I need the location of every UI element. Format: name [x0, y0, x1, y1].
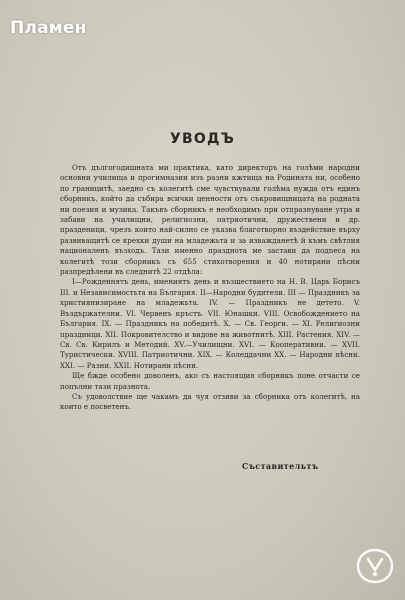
document-body — [60, 163, 360, 413]
signature: Съставительтъ — [242, 461, 319, 471]
page-title: УВОДЪ — [170, 131, 235, 147]
paragraph-intro: Отъ дългогодишната ми практика, като директоръ на голѣми народни основни училища и прогимназии изъ разни кжтища на Родината ни, особено по границитѣ, заедно съ колегитѣ сме чувствували голѣма нужда отъ единъ сборникъ, който да събира всички ценности отъ съкровищницата на родната ни поезия и музика. Такъвъ сборникъ е необходимъ при отпразнуване утра и забави на училищни, религиозни, патриотични, дружествени и др. празденици, чрезъ които най-силно се указва благотворно въздействие върху развиващитѣ се крехки души на младежьта и за изважданетѣ й къмъ свѣтлия националенъ възходъ. Тази именно празднота ме застави да подneса на колегитѣ този сборникъ съ 655 стихотворения и 40 нотирани пѣсни разпредѣлени въ следнитѣ 22 отдѣла: — [60, 163, 360, 277]
bazar-logo-icon — [354, 546, 396, 590]
seller-watermark: Пламен — [10, 18, 87, 38]
paragraph-hope: Ще бжде особено доволенъ, ако съ настоящия сборникъ поне отчасти се попълни тази празнота. — [60, 371, 360, 391]
paragraph-sections: I—Рожденнятъ день, имениятъ день и възшествието на Н. В. Царь Борисъ III. и Независимостьта на България. II—Народни будители. III — Праздникъ за християнизиране на младежьта. IV. — Праздникъ не детето. V. Въздържателни. VI. Червенъ кръстъ. VII. Юнашки. VIII. Освобождението на България. IX. — Праздникъ на победитѣ. X. — Св. Георги. — XI. Религиозни праздници. XII. Покровителство и видове на животнитѣ. XIII. Растения. XIV. — Св. Св. Кирилъ и Методий. XV.—Училищни. XVI. — Кооперативни. — XVII. Туристически. XVIII. Патриотични. XIX. — Коледдачни XX. — Народни пѣсни. XXI. — Разни. XXII. Нотирани пѣсни. — [60, 277, 360, 370]
paragraph-feedback: Съ удоволствие ще чакамъ да чуя отзиви за сборника отъ колегитѣ, на които е посветенъ. — [60, 391, 360, 412]
